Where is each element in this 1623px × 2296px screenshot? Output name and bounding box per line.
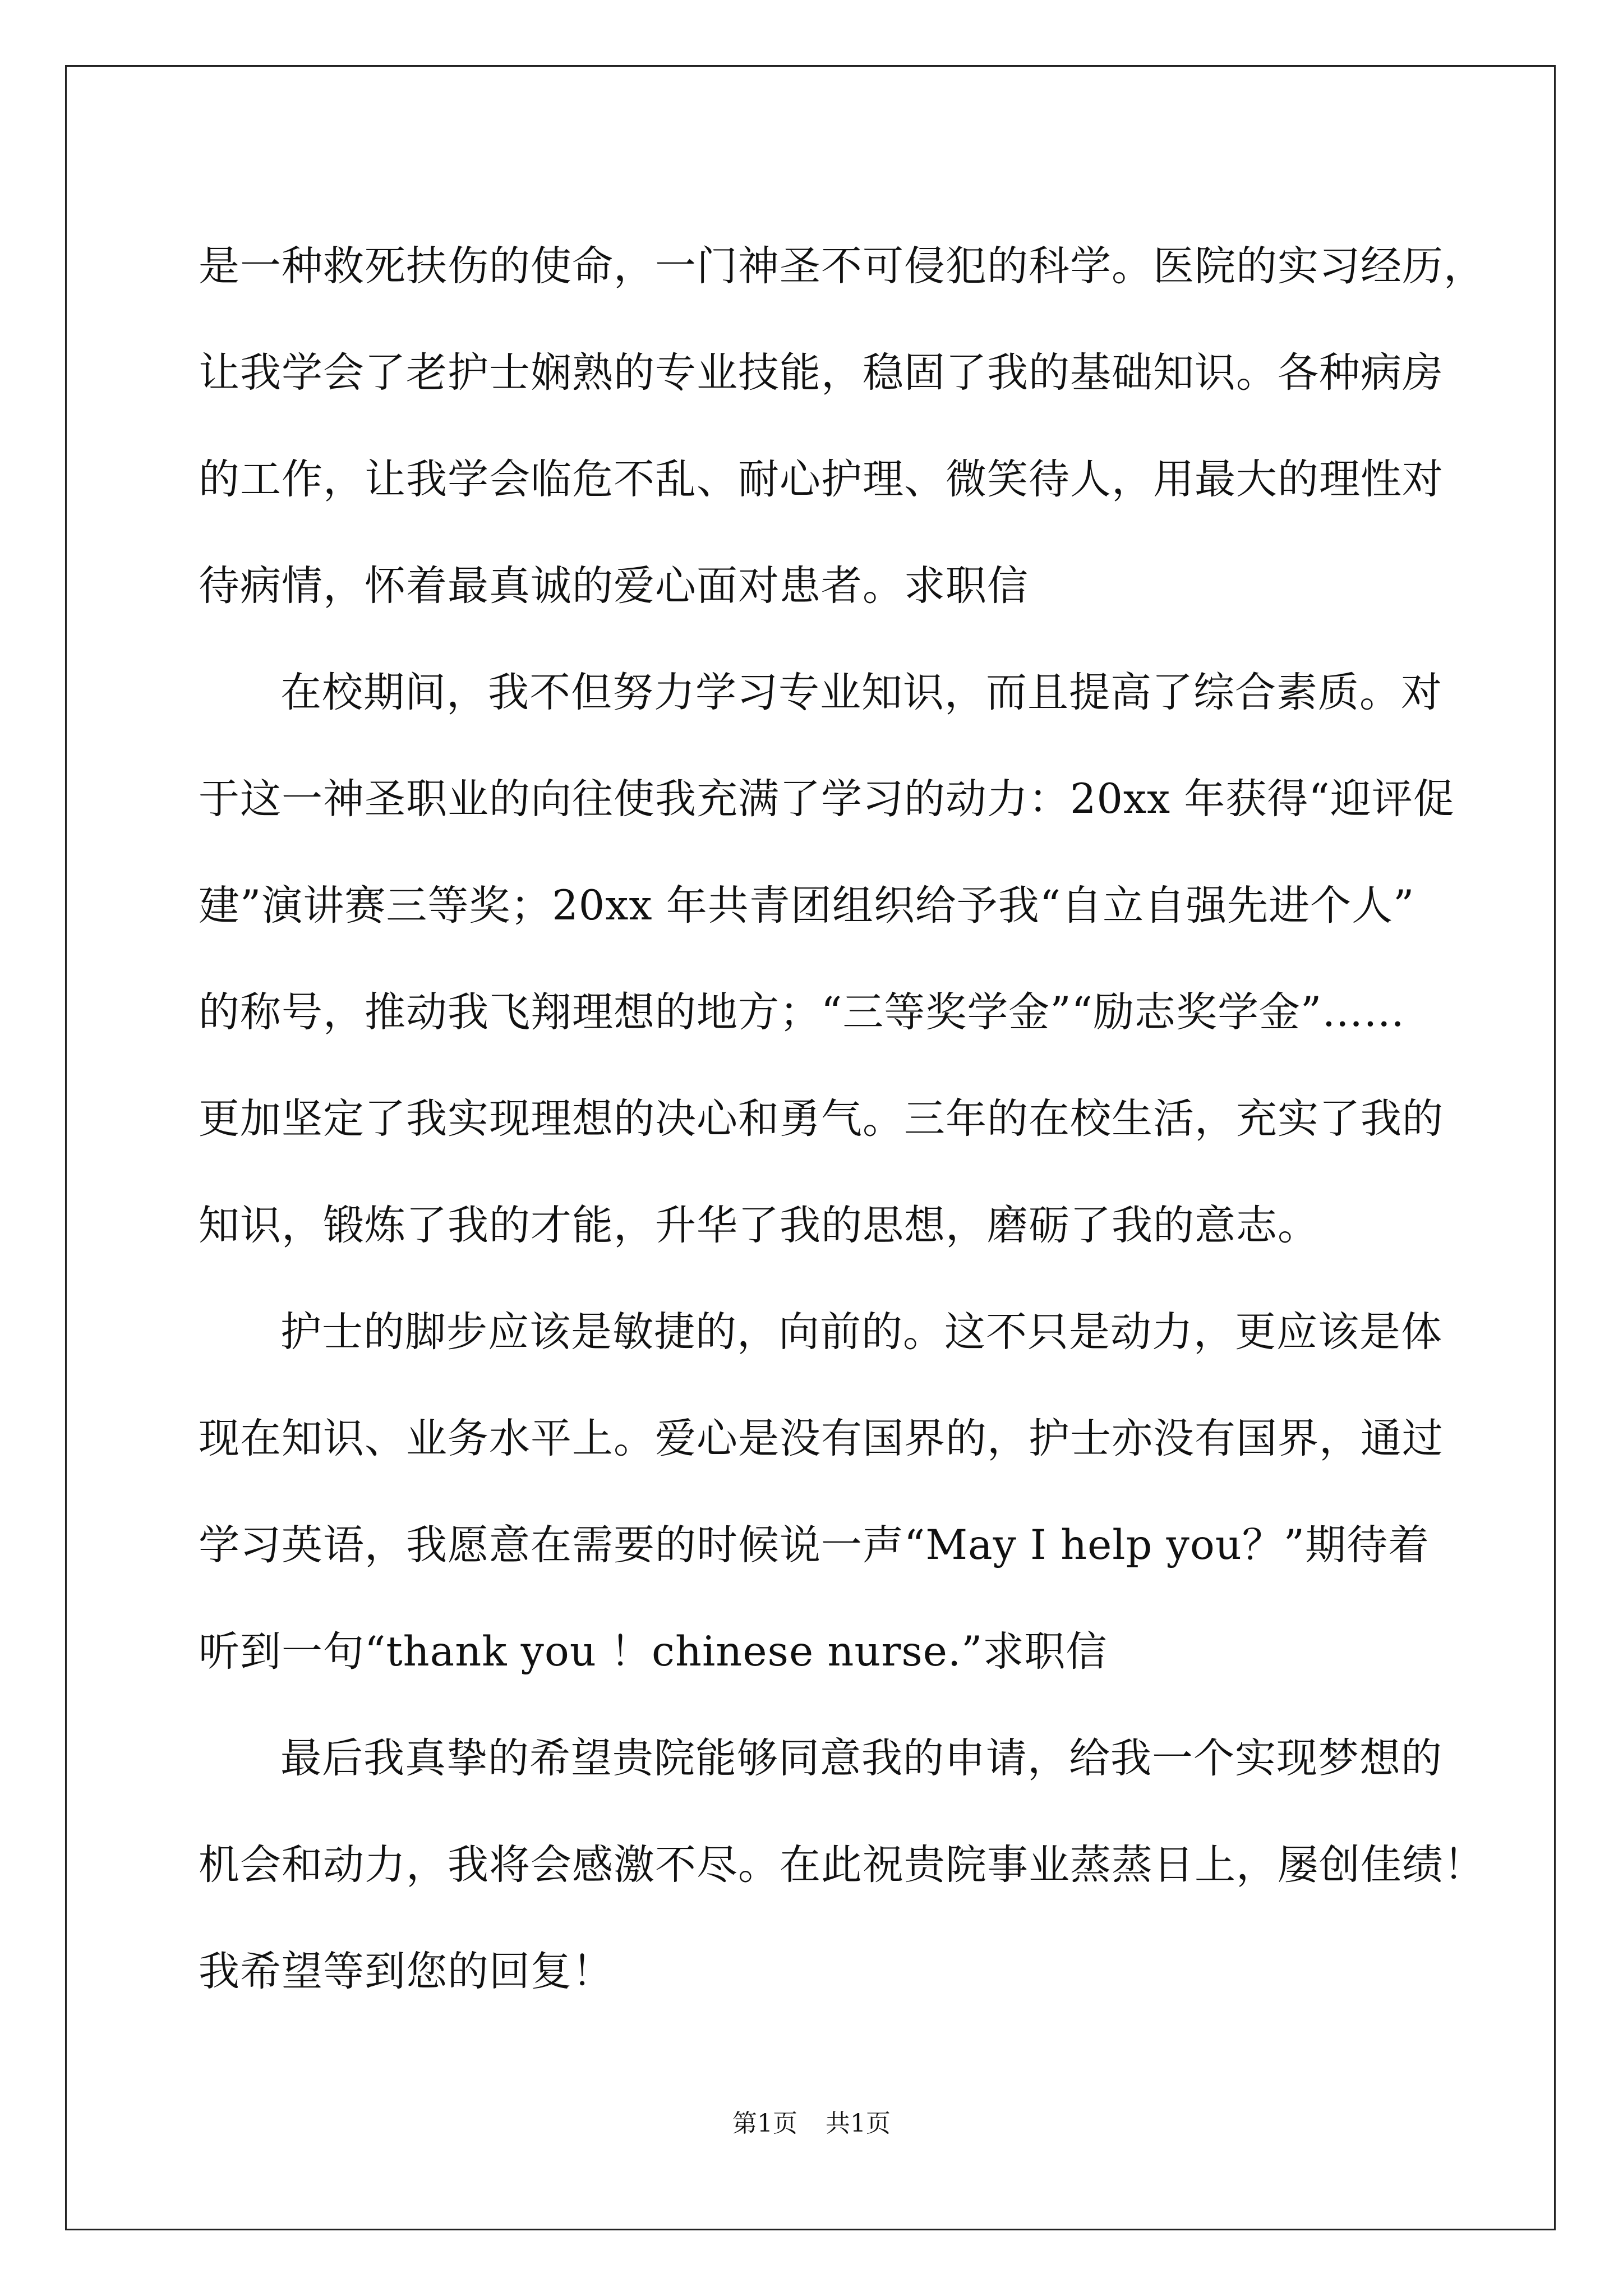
paragraph-2-line-3: 建”演讲赛三等奖；20xx 年共青团组织给予我“自立自强先进个人” bbox=[199, 882, 1415, 930]
paragraph-4-line-2: 机会和动力，我将会感激不尽。在此祝贵院事业蒸蒸日上，屡创佳绩！ bbox=[199, 1841, 1485, 1889]
paragraph-1-line-1: 是一种救死扶伤的使命，一门神圣不可侵犯的科学。医院的实习经历， bbox=[199, 242, 1485, 290]
paragraph-3-line-3: 学习英语，我愿意在需要的时候说一声“May I help you？”期待着 bbox=[199, 1521, 1430, 1569]
paragraph-2-line-2: 于这一神圣职业的向往使我充满了学习的动力：20xx 年获得“迎评促 bbox=[199, 775, 1455, 823]
letter-body bbox=[199, 213, 1485, 2025]
paragraph-3-line-1: 护士的脚步应该是敏捷的，向前的。这不只是动力，更应该是体 bbox=[280, 1308, 1442, 1356]
paragraph-4-line-3: 我希望等到您的回复！ bbox=[199, 1948, 614, 1995]
paragraph-2-line-4: 的称号，推动我飞翔理想的地方；“三等奖学金”“励志奖学金”…… bbox=[199, 988, 1405, 1036]
page-number: 第1页 bbox=[732, 2109, 797, 2138]
paragraph-1-line-4: 待病情，怀着最真诚的爱心面对患者。求职信 bbox=[199, 562, 1029, 610]
paragraph-1-line-3: 的工作，让我学会临危不乱、耐心护理、微笑待人，用最大的理性对 bbox=[199, 455, 1444, 503]
paragraph-4-line-1: 最后我真挚的希望贵院能够同意我的申请，给我一个实现梦想的 bbox=[280, 1734, 1442, 1782]
paragraph-3-line-2: 现在知识、业务水平上。爱心是没有国界的，护士亦没有国界，通过 bbox=[199, 1415, 1444, 1462]
paragraph-2-line-6: 知识，锻炼了我的才能，升华了我的思想，磨砺了我的意志。 bbox=[199, 1202, 1319, 1249]
paragraph-1-line-2: 让我学会了老护士娴熟的专业技能，稳固了我的基础知识。各种病房 bbox=[199, 349, 1444, 397]
paragraph-2-line-5: 更加坚定了我实现理想的决心和勇气。三年的在校生活，充实了我的 bbox=[199, 1095, 1444, 1143]
paragraph-3-line-4: 听到一句“thank you ！chinese nurse.”求职信 bbox=[199, 1628, 1108, 1676]
paragraph-2-line-1: 在校期间，我不但努力学习专业知识，而且提高了综合素质。对 bbox=[280, 669, 1442, 716]
page-total: 共1页 bbox=[826, 2109, 891, 2138]
page-footer bbox=[0, 2107, 1623, 2141]
